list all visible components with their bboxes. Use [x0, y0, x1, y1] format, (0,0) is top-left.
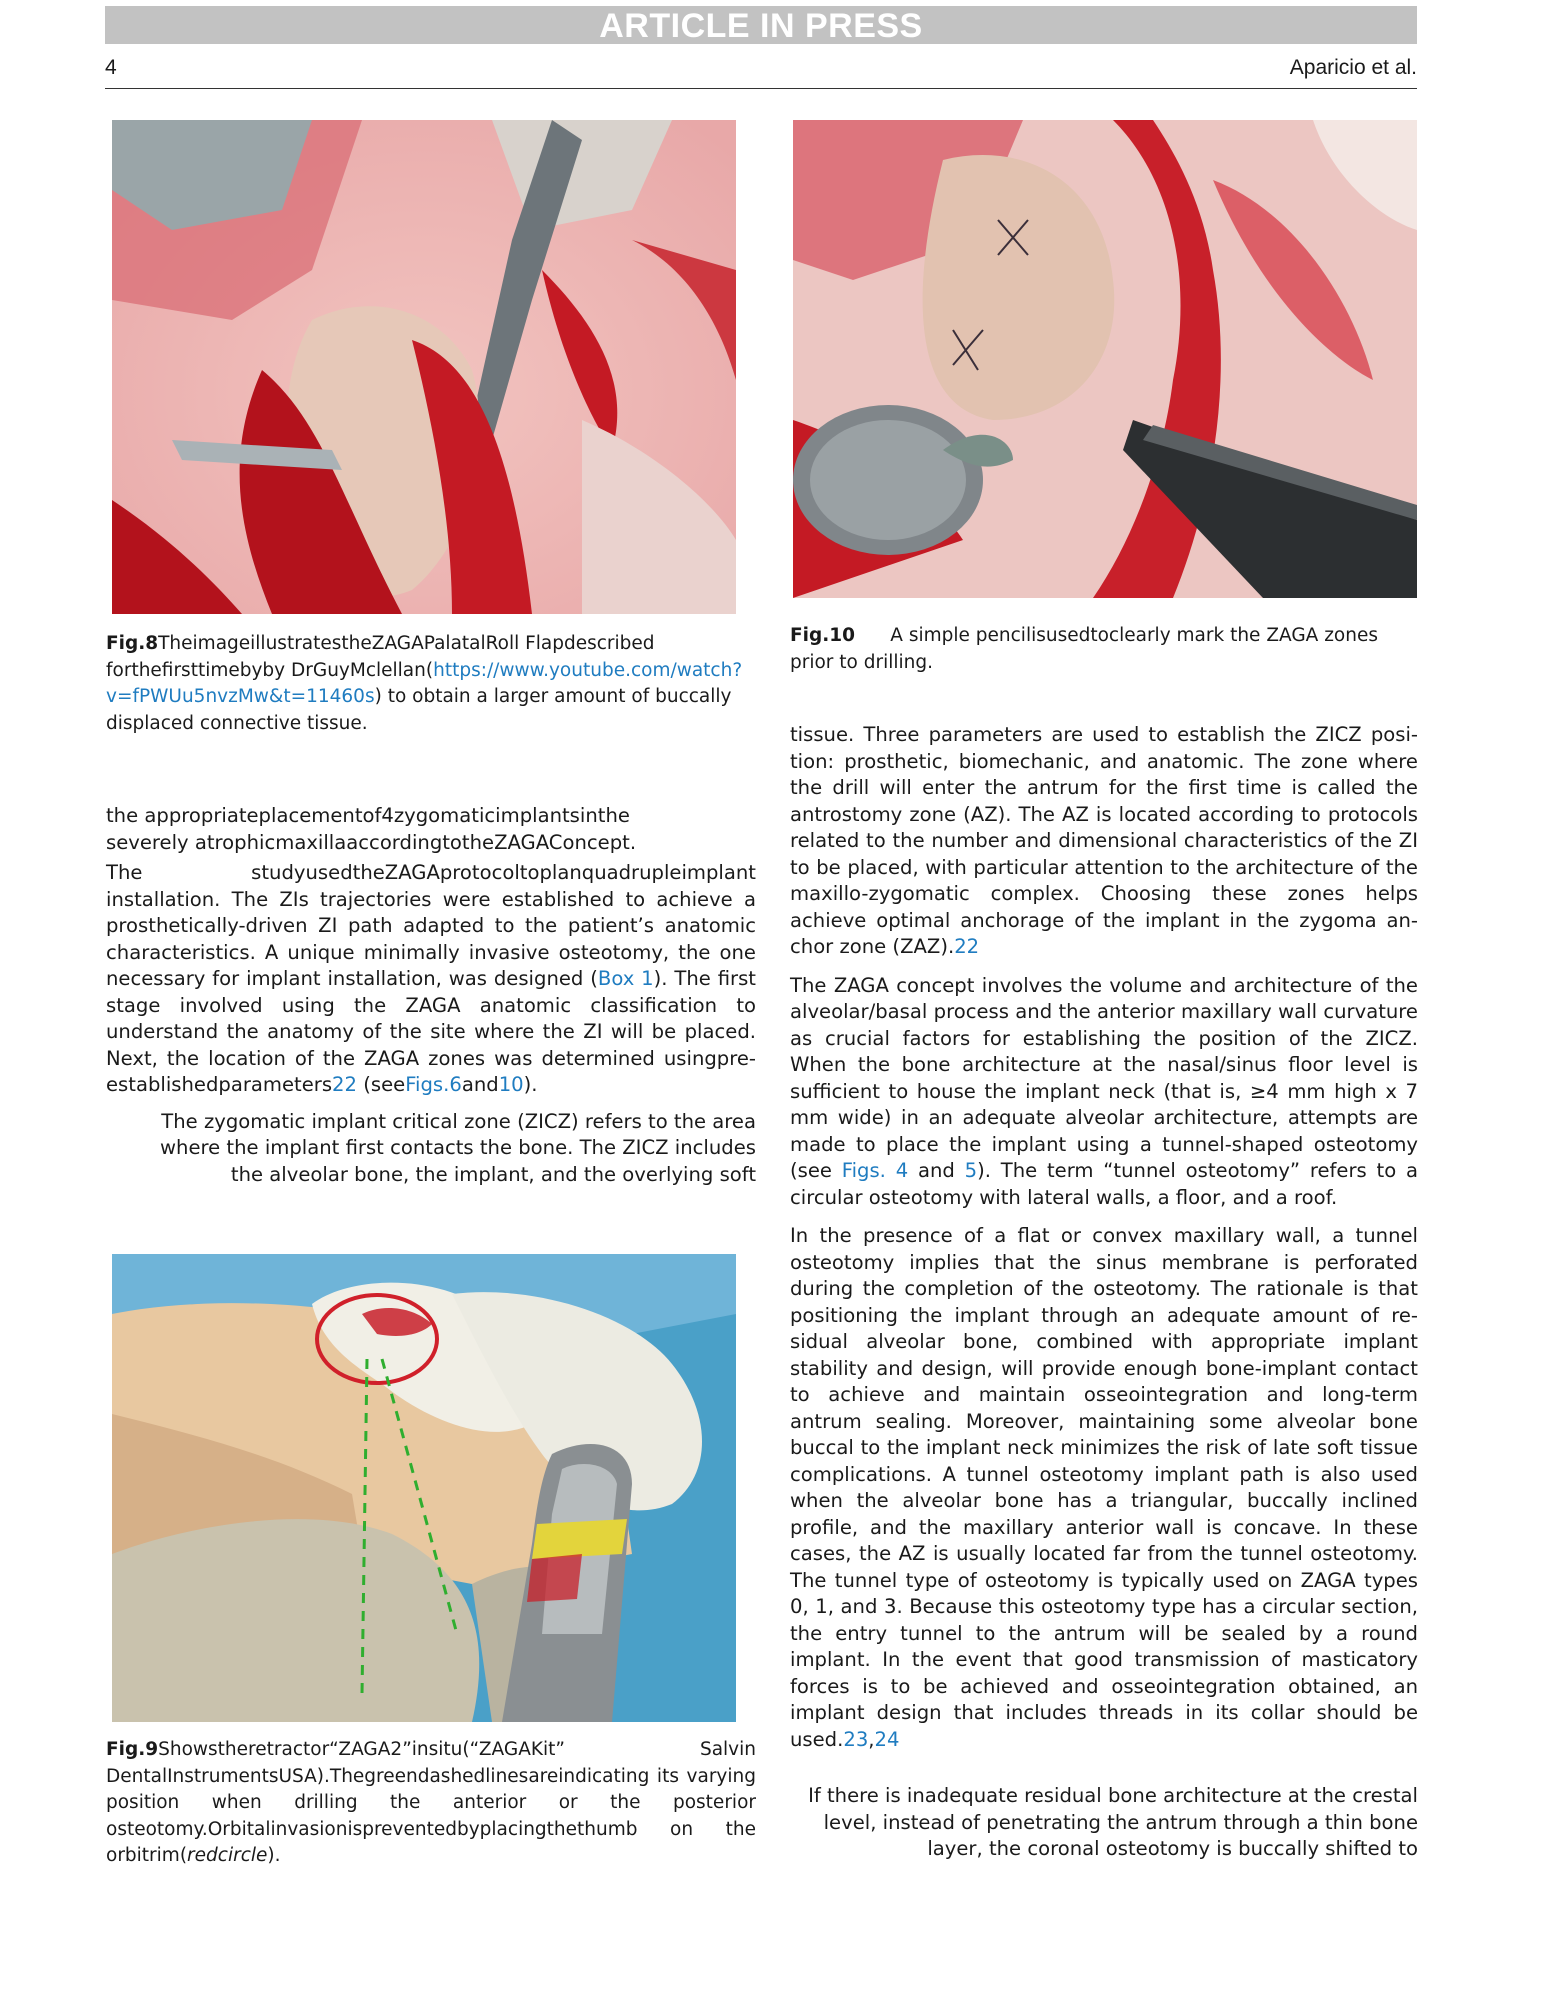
pencil-marking-photo-image — [793, 120, 1417, 598]
paragraph-text: and — [461, 1073, 499, 1096]
figure-9-caption — [106, 1737, 756, 1870]
paragraph-text: The studyusedtheZAGAprotocoltoplanquadrupleimplant installation. The ZIs trajectories were established to achieve a prosthetically-driven ZI path adapted to the patient’s anatomic characteristics. A unique minimally invasive osteotomy, the one necessary for implant installation, was designed ( — [106, 861, 756, 990]
figure-8-caption-text-end: ) to obtain a larger amount of buccally displaced connective tissue. — [106, 686, 732, 734]
figure-9-caption-italic: redcircle — [187, 1845, 268, 1866]
paragraph-line: the appropriateplacementof4zygomaticimplantsinthe — [106, 804, 630, 827]
left-column-text — [106, 803, 756, 1188]
figure-8-label: Fig.8 — [106, 633, 159, 654]
reference-link[interactable]: 22 — [332, 1073, 357, 1096]
figure-link[interactable]: 10 — [498, 1073, 524, 1096]
figure-link[interactable]: 5 — [964, 1159, 978, 1182]
figure-8-image — [112, 120, 736, 614]
reference-link[interactable]: 22 — [954, 935, 980, 958]
paragraph-text: ). The first stage involved using the ZAGA anatomic classification to understand the anatomy of the site where the ZI will be placed. Next, the location of the ZAGA zones was determined usingpre-establishedparameters — [106, 967, 756, 1096]
paragraph-text: (see — [356, 1073, 406, 1096]
reference-link[interactable]: 23 — [843, 1727, 869, 1751]
reference-link[interactable]: 24 — [874, 1727, 900, 1751]
figure-8-caption — [106, 631, 756, 737]
box-1-link[interactable]: Box 1 — [597, 967, 654, 990]
youtube-link[interactable]: https://www.youtube.com/watch?v=fPWUu5nvzMw&t=11460s — [106, 659, 743, 707]
surgical-photo-image — [112, 120, 736, 614]
figure-8-caption-text: TheimageillustratestheZAGAPalatalRoll Flapdescribed forthefirsttimebyby DrGuyMclellan( — [106, 633, 655, 681]
figure-link[interactable]: Figs.6 — [405, 1073, 462, 1096]
paragraph-text: The ZAGA concept involves the volume and architecture of the alveolar/basal process and the anterior maxillary wall curvature as crucial factors for establishing the position of the ZICZ. When the bone architecture at the nasal/sinus floor level is sufficient to house the implant neck (that is, ≥4 mm high x 7 mm wide) in an adequate alveolar architecture, attempts are made to place the implant using a tunnel-shaped osteotomy (see — [790, 973, 1418, 1182]
running-head: Aparicio et al. — [1289, 56, 1417, 79]
retractor-photo-image — [112, 1254, 736, 1722]
paragraph-text: and — [908, 1159, 965, 1182]
figure-10-caption-text: A simple pencilisusedtoclearly mark the ZAGA zones prior to drilling. — [790, 625, 1378, 673]
paragraph-text: In the presence of a flat or convex maxillary wall, a tunnel osteotomy implies that the sinus membrane is perforated during the completion of the osteotomy. The rationale is that positioning the implant through an adequate amount of residual alveolar bone, combined with appropriate implant stability and design, will provide enough bone-implant contact to achieve and maintain osseointegration and long-term antrum sealing. Moreover, maintaining some alveolar bone buccal to the implant neck minimizes the risk of late soft tissue complications. A tunnel osteotomy implant path is also used when the alveolar bone has a triangular, buccally inclined profile, and the maxillary anterior wall is concave. In these cases, the AZ is usually located far from the tunnel osteotomy. The tunnel type of osteotomy is typically used on ZAGA types 0, 1, and 3. Because this osteotomy type has a circular section, the entry tunnel to the antrum will be sealed by a round implant. In the event that good transmission of masticatory forces is to be achieved and osseointegration obtained, an implant design that includes threads in its collar should be used. — [790, 1224, 1418, 1751]
paragraph-line: severely atrophicmaxillaaccordingtotheZAGAConcept. — [106, 830, 637, 854]
paragraph-text: , — [868, 1727, 875, 1751]
paragraph-text: ). The term “tunnel osteotomy” refers to a circular osteotomy with lateral walls, a floor, and a roof. — [790, 1159, 1418, 1209]
figure-10-caption — [790, 623, 1418, 676]
figure-10-image — [793, 120, 1417, 598]
figure-9-caption-text-end: ). — [267, 1845, 281, 1866]
page-number: 4 — [105, 56, 117, 79]
figure-10-label: Fig.10 — [790, 625, 855, 646]
figure-link[interactable]: Figs. 4 — [841, 1159, 909, 1182]
article-in-press-banner: ARTICLE IN PRESS — [105, 6, 1417, 44]
paragraph-text: ). — [523, 1073, 538, 1096]
figure-9-caption-text: Showstheretractor“ZAGA2”insitu(“ZAGAKit” Salvin DentalInstrumentsUSA).Thegreendashedlinesareindicating its varying position when drilling the anterior or the posterior osteotomy.Orbitalinvasionispreventedbyplacingthethumb on the orbitrim( — [106, 1739, 756, 1866]
paragraph: If there is inadequate residual bone architecture at the crestal level, instead of penetrating the antrum through a thin bone layer, the coronal osteotomy is buccally shifted to — [808, 1784, 1418, 1860]
figure-9-label: Fig.9 — [106, 1739, 159, 1760]
paragraph-text: tissue. Three parameters are used to establish the ZICZ position: prosthetic, biomechanic, and anatomic. The zone where the drill will enter the antrum for the first time is called the antrostomy zone (AZ). The AZ is located according to protocols related to the number and dimensional characteristics of the ZI to be placed, with particular attention to the architecture of the maxillo-zygomatic complex. Choosing these zones helps achieve optimal anchorage of the implant in the zygoma anchor zone (ZAZ). — [790, 723, 1418, 958]
right-column-text — [790, 722, 1418, 1863]
header-rule — [105, 88, 1417, 89]
paragraph: The zygomatic implant critical zone (ZICZ) refers to the area where the implant first contacts the bone. The ZICZ includes the alveolar bone, the implant, and the overlying soft — [160, 1109, 756, 1186]
figure-9-image — [112, 1254, 736, 1722]
